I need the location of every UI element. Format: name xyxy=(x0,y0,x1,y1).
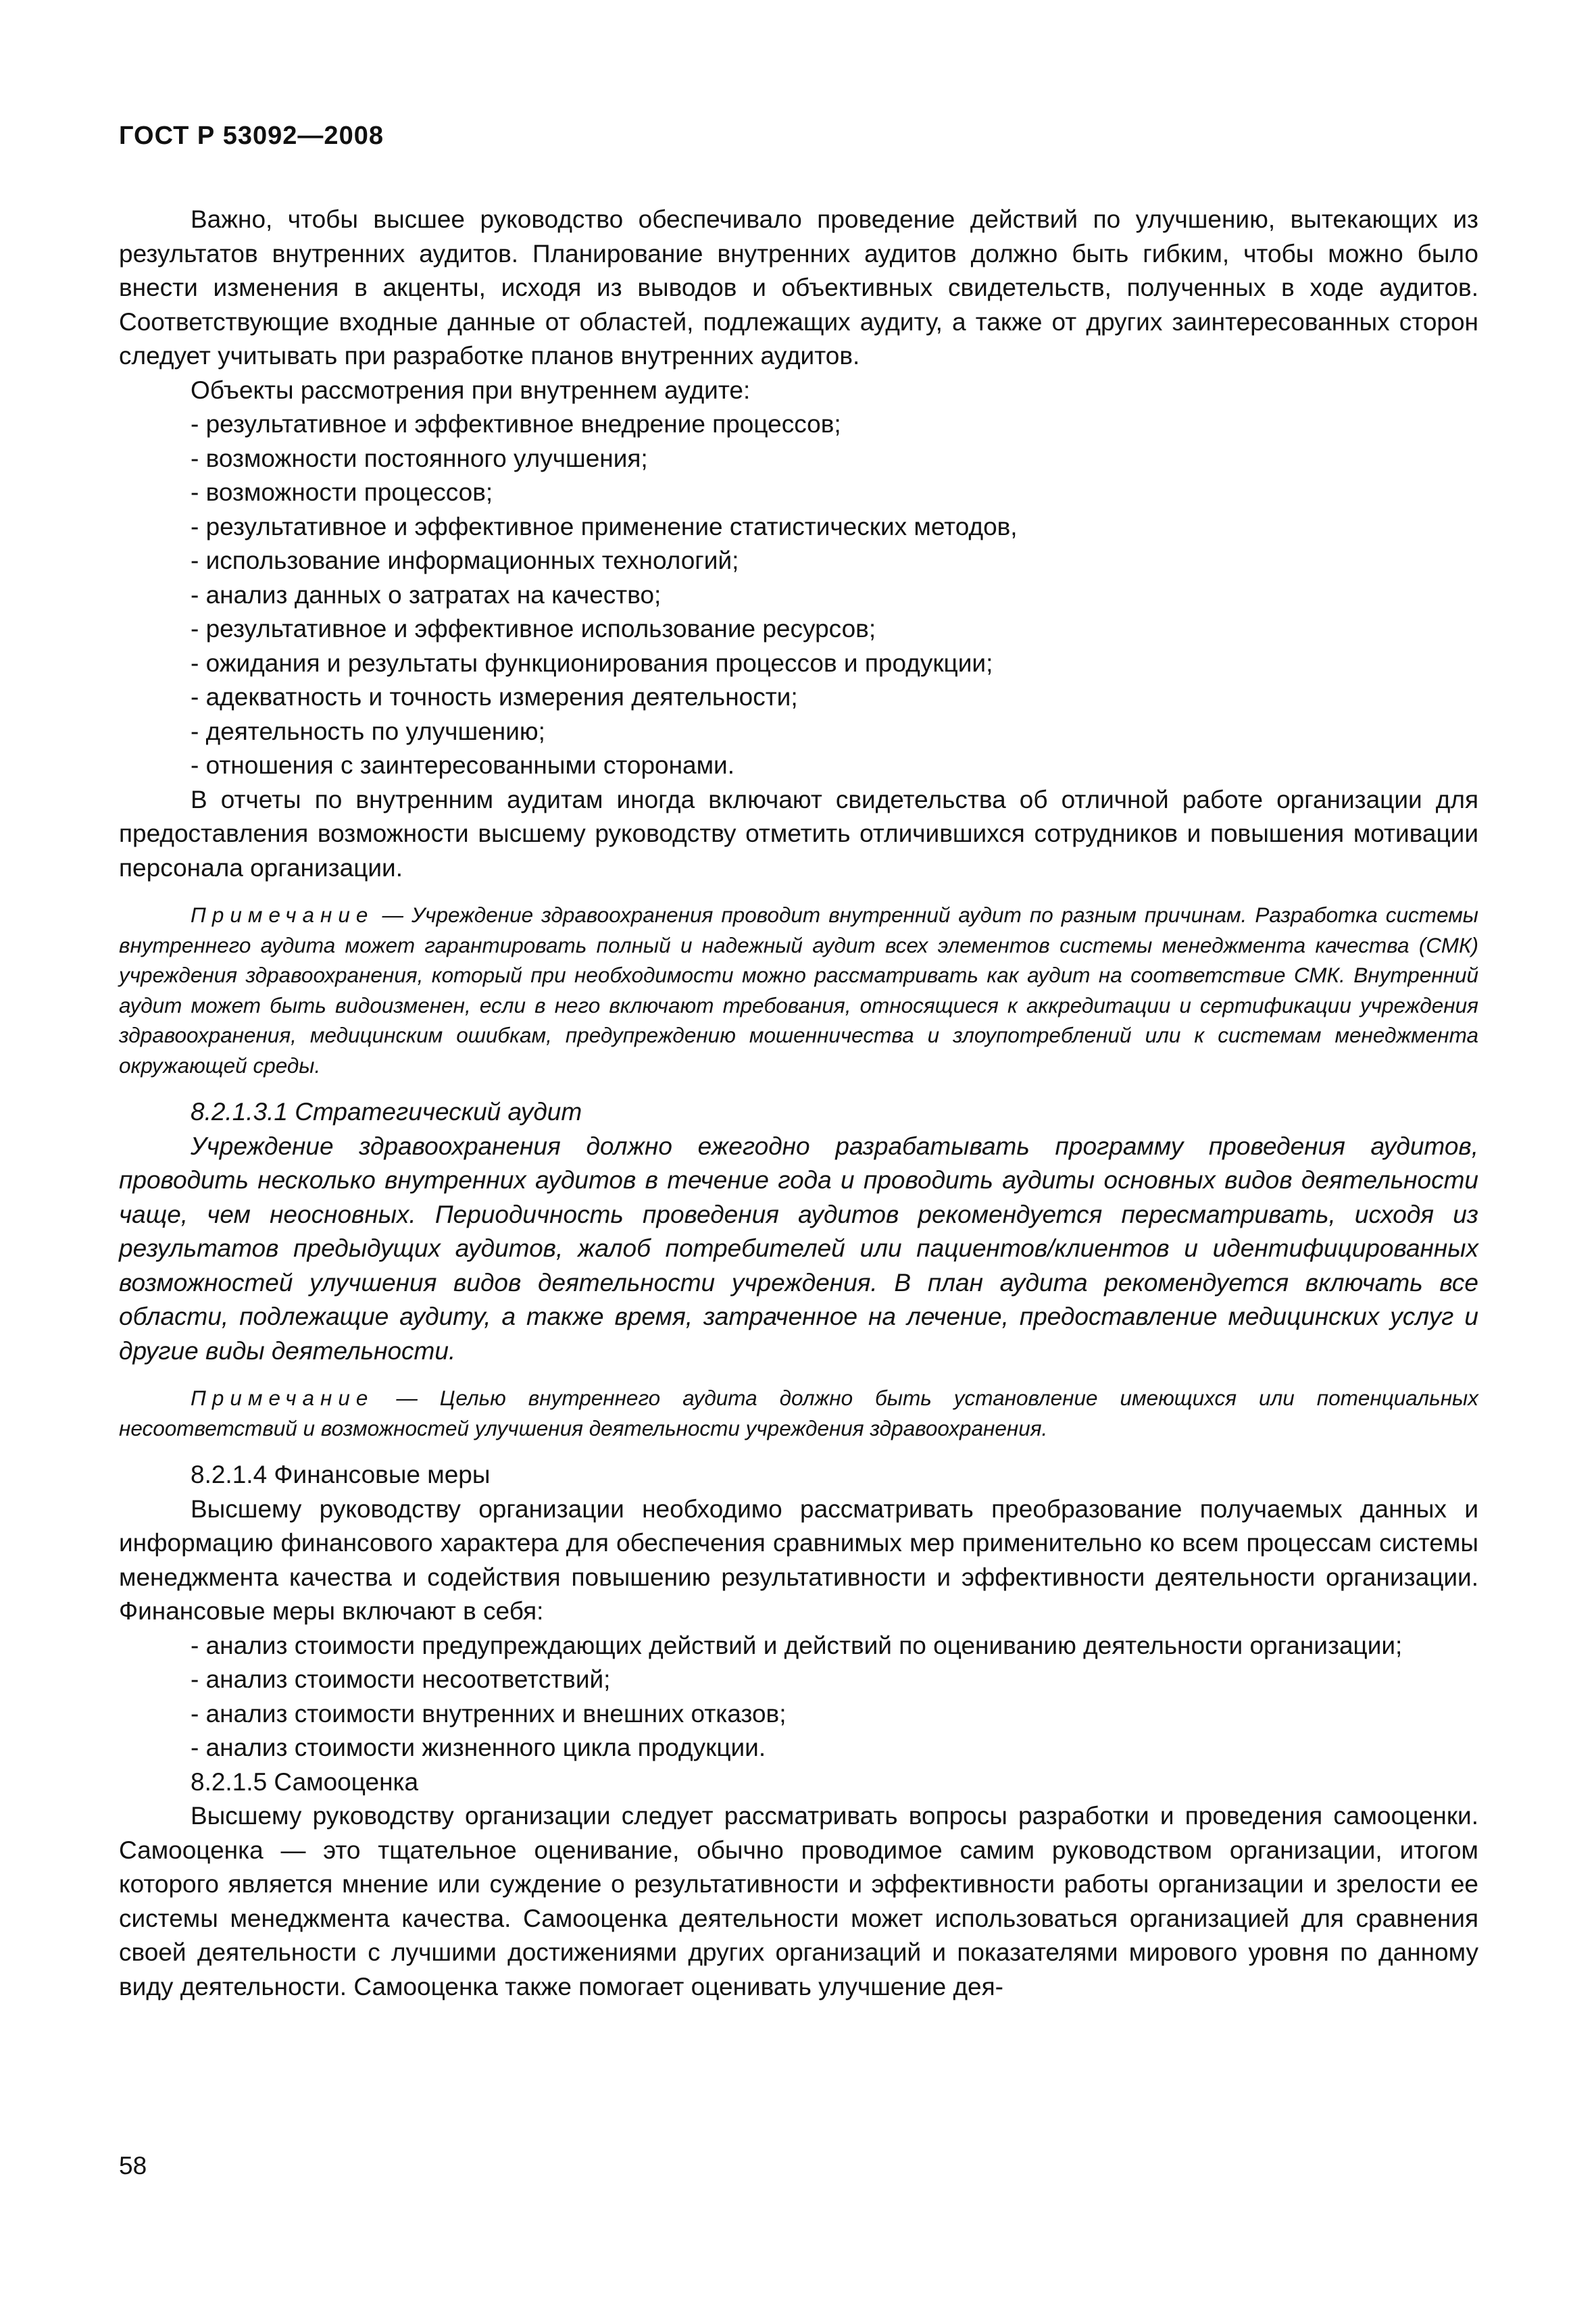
list-item: - анализ стоимости несоответствий; xyxy=(191,1665,611,1693)
paragraph-audit-planning: Важно, чтобы высшее руководство обеспечивало проведение действий по улучшению, вытекающих из результатов внутренних аудитов. Планирование внутренних аудитов должно быть гибким, чтобы можно было внести изменения в акценты, исходя из выводов и объективных свидетельств, полученных в ходе аудитов. Соответствующие входные данные от областей, подлежащих аудиту, а также от других заинтересованных сторон следует учитывать при разработке планов внутренних аудитов. xyxy=(119,205,1478,370)
note-internal-audit xyxy=(119,900,1478,1080)
page-number: 58 xyxy=(119,2152,147,2180)
standard-header: ГОСТ Р 53092—2008 xyxy=(119,122,384,150)
note-text: — Целью внутреннего аудита должно быть установление имеющихся или потенциальных несоответствий и возможностей улучшения деятельности учреждения здравоохранения. xyxy=(119,1386,1478,1440)
list-item: - анализ данных о затратах на качество; xyxy=(191,580,662,609)
paragraph-audit-objects-intro: Объекты рассмотрения при внутреннем аудите: xyxy=(191,376,751,404)
note-label: Примечание xyxy=(191,1386,374,1410)
list-item: - использование информационных технологий; xyxy=(191,547,739,574)
list-item: - анализ стоимости жизненного цикла продукции. xyxy=(191,1734,766,1761)
note-label: Примечание xyxy=(191,903,374,927)
list-item: - деятельность по улучшению; xyxy=(191,717,545,745)
list-item: - анализ стоимости предупреждающих действий и действий по оцениванию деятельности организации; xyxy=(191,1631,1403,1659)
list-item: - результативное и эффективное применение статистических методов, xyxy=(191,512,1018,540)
note-audit-purpose xyxy=(119,1383,1478,1443)
financial-measures-list xyxy=(119,1629,1478,1765)
paragraph-financial-measures: Высшему руководству организации необходимо рассматривать преобразование получаемых данных и информацию финансового характера для обеспечения сравнимых мер применительно ко всем процессам системы менеджмента качества и содействия повышению результативности и эффективности деятельности организации. Финансовые меры включают в себя: xyxy=(119,1494,1478,1625)
document-body xyxy=(119,203,1478,2004)
list-item: - анализ стоимости внутренних и внешних отказов; xyxy=(191,1699,787,1728)
audit-objects-list xyxy=(119,407,1478,783)
paragraph-self-assessment: Высшему руководству организации следует рассматривать вопросы разработки и проведения самооценки. Самооценка — это тщательное оценивание, обычно проводимое самим руководством организации, итогом которого является мнение или суждение о результативности и эффективности работы организации и зрелости ее системы менеджмента качества. Самооценка деятельности может использоваться организацией для сравнения своей деятельности с лучшими достижениями других организаций и показателями мирового уровня по данному виду деятельности. Самооценка также помогает оценивать улучшение дея- xyxy=(119,1802,1478,2001)
list-item: - результативное и эффективное использование ресурсов; xyxy=(191,615,876,643)
note-text: — Учреждение здравоохранения проводит внутренний аудит по разным причинам. Разработка системы внутреннего аудита может гарантировать полный и надежный аудит всех элементов системы менеджмента качества (СМК) учреждения здравоохранения, который при необходимости можно рассматривать как аудит на соответствие СМК. Внутренний аудит может быть видоизменен, если в него включают требования, относящиеся к аккредитации и сертификации учреждения здравоохранения, медицинским ошибкам, предупреждению мошенничества и злоупотреблений или к системам менеджмента окружающей среды. xyxy=(119,903,1478,1078)
section-heading-8-2-1-3-1: 8.2.1.3.1 Стратегический аудит xyxy=(191,1098,582,1126)
paragraph-strategic-audit: Учреждение здравоохранения должно ежегодно разрабатывать программу проведения аудитов, проводить несколько внутренних аудитов в течение года и проводить аудиты основных видов деятельности чаще, чем неосновных. Периодичность проведения аудитов рекомендуется пересматривать, исходя из результатов предыдущих аудитов, жалоб потребителей или пациентов/клиентов и идентифицированных возможностей улучшения видов деятельности учреждения. В план аудита рекомендуется включать все области, подлежащие аудиту, а также время, затраченное на лечение, предоставление медицинских услуг и другие виды деятельности. xyxy=(119,1132,1478,1365)
list-item: - отношения с заинтересованными сторонами. xyxy=(191,751,735,779)
section-heading-8-2-1-4: 8.2.1.4 Финансовые меры xyxy=(191,1461,491,1488)
list-item: - результативное и эффективное внедрение процессов; xyxy=(191,410,841,438)
list-item: - ожидания и результаты функционирования процессов и продукции; xyxy=(191,649,993,677)
list-item: - возможности постоянного улучшения; xyxy=(191,444,648,472)
section-heading-8-2-1-5: 8.2.1.5 Самооценка xyxy=(191,1767,419,1796)
list-item: - возможности процессов; xyxy=(191,478,493,506)
paragraph-audit-reports: В отчеты по внутренним аудитам иногда включают свидетельства об отличной работе организации для предоставления возможности высшему руководству отметить отличившихся сотрудников и повышения мотивации персонала организации. xyxy=(119,785,1478,882)
list-item: - адекватность и точность измерения деятельности; xyxy=(191,683,798,711)
